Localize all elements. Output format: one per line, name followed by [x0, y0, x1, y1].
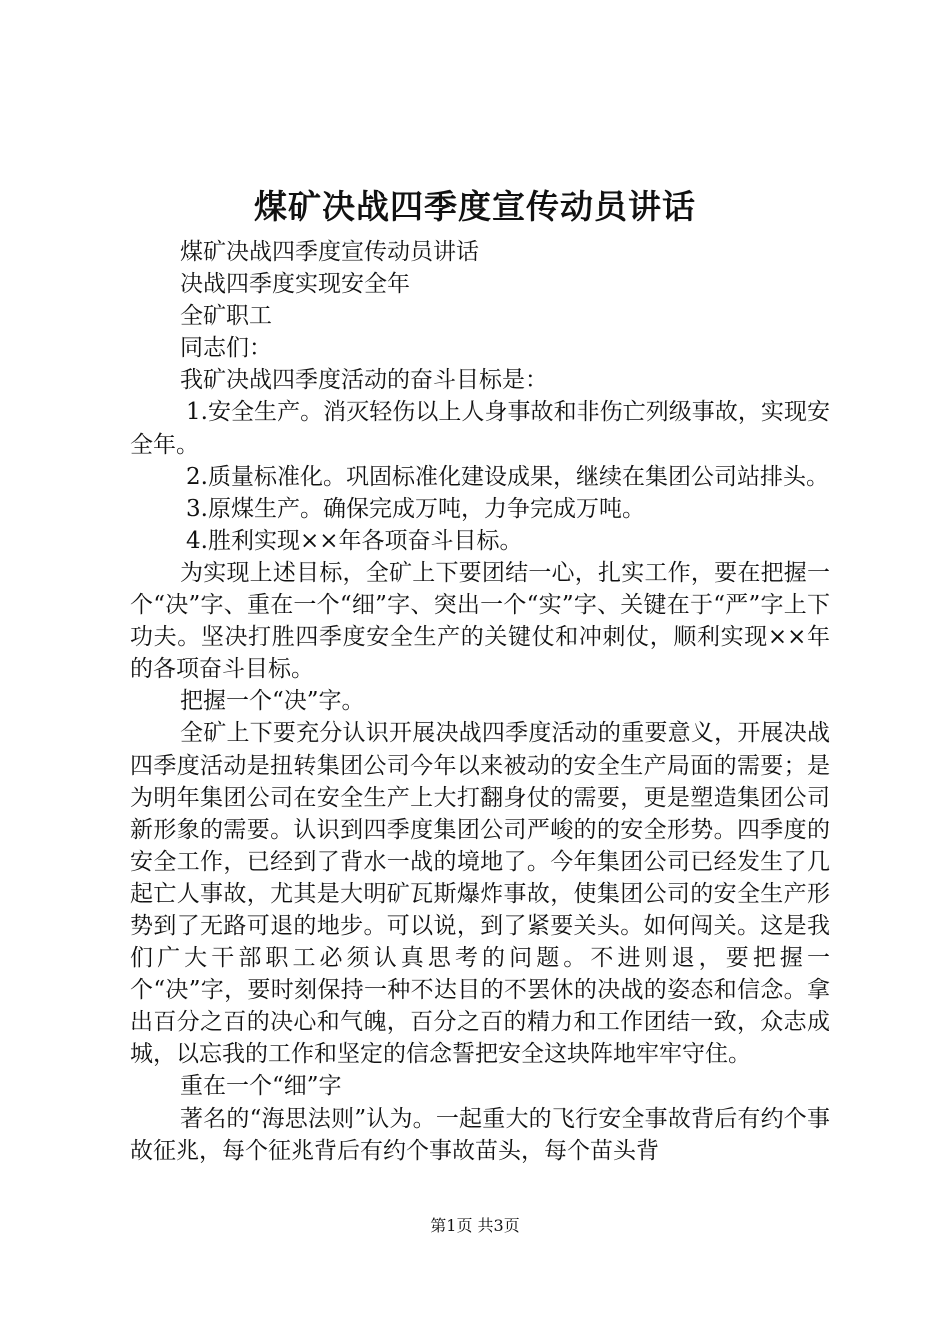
goal-item-3: 3.原煤生产。确保完成万吨，力争完成万吨。	[186, 495, 645, 522]
section-heading: 重在一个“细”字	[180, 1073, 342, 1100]
paragraph-text: 全矿上下要充分认识开展决战四季度活动的重要意义，开展决战四季度活动是扭转集团公司今年以来被动的安全生产局面的需要；是为明年集团公司在安全生产上大打翻身仗的需要，更是塑造集团公司新形象的需要。认识到四季度集团公司严峻的的安全形势。四季度的安全工作，已经到了背水一战的境地了。今年集团公司已经发生了几起亡人事故，尤其是大明矿瓦斯爆炸事故，使集团公司的安全生产形势到了无路可退的地步。可以说，到了紧要关头。如何闯关。这是我们广大干部职工必须认真思考的问题。不进则退，要把握一个“决”字，要时刻保持一种不达目的不罢休的决战的姿态和信念。拿出百分之百的决心和气魄，百分之百的精力和工作团结一致，众志成城，以忘我的工作和坚定的信念誓把安全这块阵地牢牢守住。	[130, 720, 830, 1068]
paragraph-text: 著名的“海思法则”认为。一起重大的飞行安全事故背后有约个事故征兆，每个征兆背后有约个事故苗头，每个苗头背	[130, 1105, 830, 1164]
section-heading: 把握一个“决”字。	[180, 688, 365, 715]
paragraph-heading: 煤矿决战四季度宣传动员讲话	[180, 239, 479, 265]
paragraph-subtitle: 决战四季度实现安全年	[180, 271, 410, 298]
document-title: 煤矿决战四季度宣传动员讲话	[254, 187, 696, 226]
paragraph-audience: 全矿职工	[180, 303, 272, 330]
paragraph-goals-intro: 我矿决战四季度活动的奋斗目标是：	[180, 367, 548, 394]
paragraph-salutation: 同志们：	[180, 335, 272, 362]
goal-item-2: 2.质量标准化。巩固标准化建设成果，继续在集团公司站排头。	[186, 463, 829, 490]
page-footer: 第1页 共3页	[430, 1216, 520, 1235]
paragraph-text: 为实现上述目标，全矿上下要团结一心，扎实工作，要在把握一个“决”字、重在一个“细”字、突出一个“实”字、关键在于“严”字上下功夫。坚决打胜四季度安全生产的关键仗和冲刺仗，顺利实现××年的各项奋斗目标。	[130, 559, 830, 683]
goal-item-1: 1.安全生产。消灭轻伤以上人身事故和非伤亡列级事故，实现安全年。	[130, 399, 830, 458]
goal-item-4: 4.胜利实现××年各项奋斗目标。	[186, 527, 523, 554]
document-body	[130, 236, 830, 1167]
